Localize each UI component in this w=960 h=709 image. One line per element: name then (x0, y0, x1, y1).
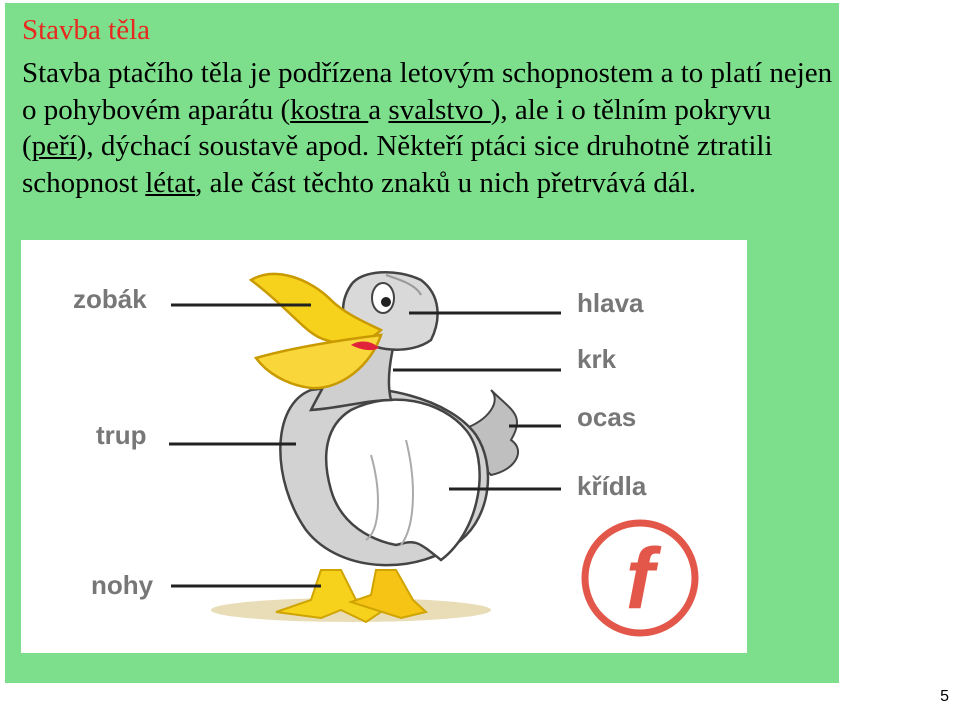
paragraph-text-3: ), ale i o tělním pokryvu ( (22, 93, 772, 162)
publisher-logo (585, 523, 695, 633)
link-peri[interactable]: peří (31, 130, 77, 162)
feet-illustration (211, 570, 491, 622)
label-ocas: ocas (577, 402, 637, 432)
link-kostra[interactable]: kostra (290, 93, 369, 126)
link-svalstvo[interactable]: svalstvo (388, 93, 491, 126)
label-kridla: křídla (577, 471, 647, 501)
link-letat[interactable]: létat (145, 166, 196, 199)
page-number: 5 (940, 688, 949, 705)
paragraph-text-5: , ale část těchto znaků u nich přetrvává dál. (195, 166, 697, 199)
paragraph-text-2: a (368, 93, 389, 126)
slide-panel (5, 3, 839, 683)
label-zobak: zobák (73, 284, 147, 314)
bird-anatomy-figure (21, 240, 747, 653)
label-trup: trup (96, 420, 147, 450)
slide-title: Stavba těla (22, 14, 151, 46)
bird-anatomy-diagram (21, 240, 747, 653)
paragraph-text-1: Stavba ptačího těla je podřízena letovým schopnostem a to platí nejen o pohybovém aparátu ( (22, 57, 833, 126)
logo-letter: f (625, 531, 655, 627)
label-krk: krk (577, 344, 617, 374)
body-paragraph (22, 55, 834, 201)
paragraph-text-4: ), dýchací soustavě apod. Někteří ptáci sice druhotně ztratili schopnost (22, 130, 773, 199)
label-hlava: hlava (577, 288, 644, 318)
label-nohy: nohy (91, 570, 154, 600)
